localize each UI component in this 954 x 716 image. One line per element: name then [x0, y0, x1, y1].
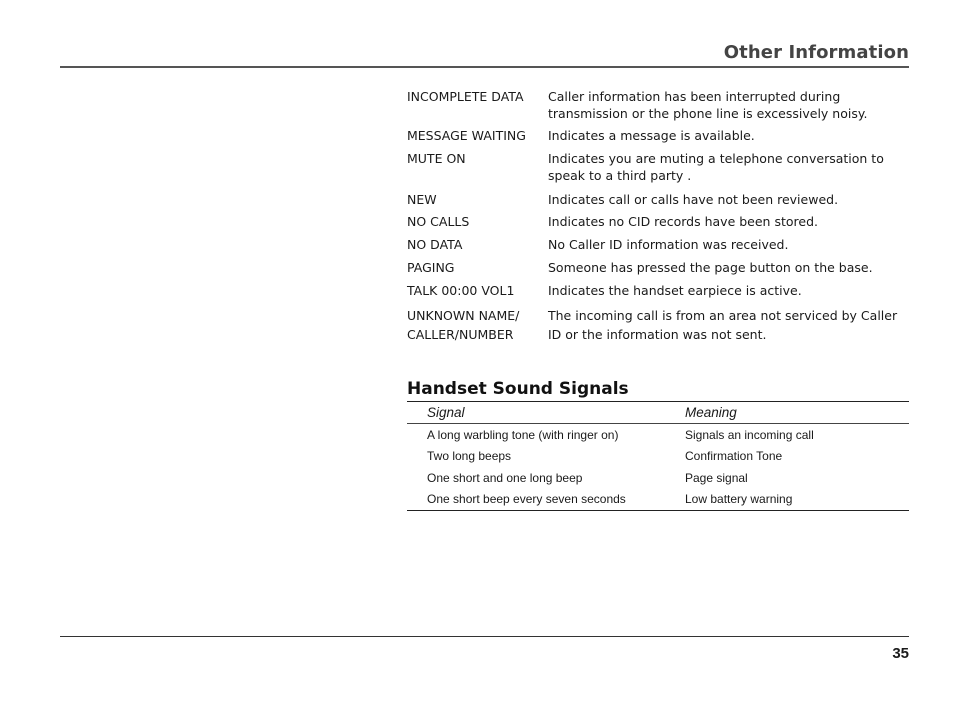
term-label: MESSAGE WAITING — [407, 128, 526, 143]
column-header-signal: Signal — [407, 402, 685, 424]
term-label: PAGING — [407, 260, 455, 275]
meaning-cell: Page signal — [685, 470, 748, 485]
term-definition: Indicates call or calls have not been reviewed. — [548, 192, 839, 207]
term-row — [407, 150, 909, 184]
signal-cell: Two long beeps — [427, 449, 512, 464]
term-row — [407, 236, 909, 253]
table-row — [407, 446, 909, 468]
term-definition: Indicates a message is available. — [548, 128, 755, 143]
term-label: NO DATA — [407, 237, 463, 252]
table-row — [407, 467, 909, 489]
meaning-cell: Low battery warning — [685, 489, 909, 511]
table-header-row — [407, 402, 909, 424]
term-label: NEW — [407, 192, 437, 207]
term-definition: The incoming call is from an area not serviced by Caller ID or the information was not sent. — [548, 308, 898, 342]
term-row — [407, 306, 909, 344]
term-label: MUTE ON — [407, 151, 466, 166]
term-row — [407, 259, 909, 276]
section-heading: Handset Sound Signals — [407, 379, 629, 399]
term-definition: Indicates you are muting a telephone conversation to speak to a third party . — [548, 151, 884, 183]
term-row — [407, 127, 909, 144]
page-section-title: Other Information — [723, 42, 909, 63]
term-definition: Indicates the handset earpiece is active. — [548, 283, 802, 298]
header-divider — [60, 66, 909, 68]
signal-cell: A long warbling tone (with ringer on) — [427, 427, 619, 442]
term-definition: Indicates no CID records have been stored. — [548, 214, 818, 229]
term-label: TALK 00:00 VOL1 — [407, 283, 515, 298]
term-definition: Someone has pressed the page button on the base. — [548, 260, 873, 275]
term-row — [407, 213, 909, 230]
term-row — [407, 88, 909, 122]
term-label: UNKNOWN NAME/ CALLER/NUMBER — [407, 308, 520, 342]
table-row — [407, 424, 909, 446]
term-definition: Caller information has been interrupted during transmission or the phone line is excessively noisy. — [548, 89, 868, 121]
table-row — [407, 489, 909, 511]
column-header-meaning: Meaning — [685, 402, 909, 424]
term-row — [407, 282, 909, 299]
term-label: INCOMPLETE DATA — [407, 89, 524, 104]
sound-signals-table — [407, 401, 909, 511]
term-definition: No Caller ID information was received. — [548, 237, 789, 252]
page-number: 35 — [892, 645, 909, 662]
signal-cell: One short beep every seven seconds — [407, 489, 685, 511]
term-row — [407, 191, 909, 208]
meaning-cell: Signals an incoming call — [685, 427, 814, 442]
meaning-cell: Confirmation Tone — [685, 449, 783, 464]
term-label: NO CALLS — [407, 214, 470, 229]
signal-cell: One short and one long beep — [427, 470, 583, 485]
footer-divider — [60, 636, 909, 637]
